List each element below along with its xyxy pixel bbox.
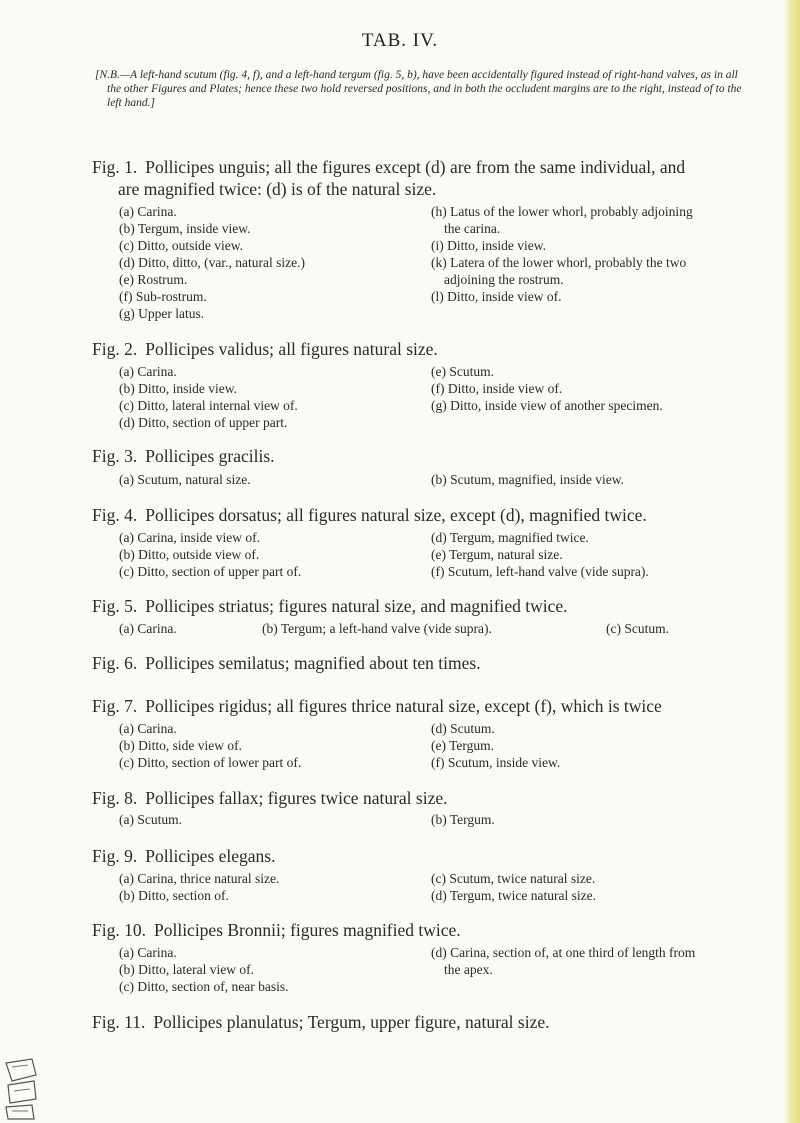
figure-item: (g) Upper latus. — [119, 306, 205, 321]
figure-item: (b) Ditto, section of. — [119, 888, 229, 903]
figure-item: (i) Ditto, inside view. — [431, 238, 546, 253]
figure-item: (g) Ditto, inside view of another specimen. — [431, 398, 663, 413]
figure-item: (b) Ditto, side view of. — [119, 738, 242, 753]
figure-caption-cont: are magnified twice: (d) is of the natural size. — [118, 179, 437, 199]
figure-caption: Pollicipes semilatus; magnified about ten times. — [145, 653, 481, 673]
figure-label: Fig. 4. — [92, 505, 138, 525]
figure-caption: Pollicipes dorsatus; all figures natural size, except (d), magnified twice. — [145, 505, 647, 525]
figure-item: (b) Tergum, inside view. — [119, 221, 251, 236]
figure-item: (b) Ditto, lateral view of. — [119, 962, 254, 977]
figure-9-caption — [92, 846, 276, 867]
figure-label: Fig. 2. — [92, 339, 138, 359]
figure-label: Fig. 8. — [92, 788, 138, 808]
figure-6-caption — [92, 653, 481, 674]
figure-item: (c) Ditto, outside view. — [119, 238, 243, 253]
figure-item: (d) Ditto, ditto, (var., natural size.) — [119, 255, 305, 270]
figure-label: Fig. 1. — [92, 157, 138, 177]
figure-5-caption — [92, 596, 568, 617]
figure-item: (l) Ditto, inside view of. — [431, 289, 562, 304]
figure-item: (c) Ditto, section of, near basis. — [119, 979, 289, 994]
figure-item: (a) Carina. — [119, 364, 177, 379]
figure-caption: Pollicipes gracilis. — [145, 446, 275, 466]
figure-item: (a) Scutum, natural size. — [119, 472, 251, 487]
figure-item: adjoining the rostrum. — [444, 272, 564, 287]
figure-item: (d) Carina, section of, at one third of length from — [431, 945, 696, 960]
figure-label: Fig. 10. — [92, 920, 146, 940]
figure-caption: Pollicipes Bronnii; figures magnified twice. — [153, 920, 461, 940]
figure-item: (e) Scutum. — [431, 364, 494, 379]
figure-label: Fig. 7. — [92, 696, 138, 716]
figure-item: (d) Scutum. — [431, 721, 495, 736]
figure-item: the apex. — [444, 962, 493, 977]
figure-item: (e) Rostrum. — [119, 272, 188, 287]
figure-item: (f) Sub-rostrum. — [119, 289, 207, 304]
figure-item: (b) Tergum. — [431, 812, 495, 827]
figure-3-caption — [92, 446, 275, 467]
figure-11-caption — [92, 1012, 550, 1033]
figure-item: the carina. — [444, 221, 501, 236]
page-edge-yellowing — [784, 0, 800, 1123]
figure-label: Fig. 3. — [92, 446, 138, 466]
figure-label: Fig. 5. — [92, 596, 138, 616]
figure-item: (f) Scutum, left-hand valve (vide supra). — [431, 564, 649, 579]
figure-caption: Pollicipes rigidus; all figures thrice natural size, except (f), which is twice — [145, 696, 662, 716]
editorial-note: [N.B.—A left-hand scutum (fig. 4, f), and a left-hand tergum (fig. 5, b), have been accidentally figured instead of right-hand valves, as in all the other Figures and Plates; hence these two hold reversed positions, and in both the occludent margins are to the right, instead of to the left hand.] — [95, 69, 742, 109]
figure-7-caption — [92, 696, 662, 717]
figure-item: (b) Ditto, inside view. — [119, 381, 237, 396]
figure-item: (a) Carina. — [119, 721, 177, 736]
figure-item: (f) Scutum, inside view. — [431, 755, 561, 770]
figure-item: (e) Tergum, natural size. — [431, 547, 563, 562]
figure-caption: Pollicipes fallax; figures twice natural size. — [145, 788, 448, 808]
figure-4-caption — [92, 505, 647, 526]
figure-item: (a) Carina. — [119, 945, 177, 960]
figure-item: (a) Carina, thrice natural size. — [119, 871, 280, 886]
figure-label: Fig. 9. — [92, 846, 138, 866]
figure-item: (a) Carina. — [119, 621, 177, 636]
figure-caption: Pollicipes striatus; figures natural size, and magnified twice. — [145, 596, 568, 616]
corner-stamp-icon — [2, 1055, 40, 1121]
figure-item: (a) Carina, inside view of. — [119, 530, 260, 545]
figure-caption: Pollicipes validus; all figures natural size. — [145, 339, 438, 359]
figure-label: Fig. 6. — [92, 653, 138, 673]
figure-item: (c) Ditto, section of upper part of. — [119, 564, 302, 579]
figure-item: (d) Tergum, magnified twice. — [431, 530, 589, 545]
figure-item: (a) Carina. — [119, 204, 177, 219]
figure-item: (d) Tergum, twice natural size. — [431, 888, 596, 903]
figure-caption: Pollicipes planulatus; Tergum, upper figure, natural size. — [153, 1012, 550, 1032]
figure-2-caption — [92, 339, 438, 360]
figure-1-caption — [92, 157, 685, 178]
figure-label: Fig. 11. — [92, 1012, 146, 1032]
figure-item: (a) Scutum. — [119, 812, 182, 827]
figure-item: (b) Tergum; a left-hand valve (vide supra). — [262, 621, 492, 636]
figure-item: (c) Scutum, twice natural size. — [431, 871, 596, 886]
figure-item: (c) Ditto, lateral internal view of. — [119, 398, 298, 413]
figure-8-caption — [92, 788, 448, 809]
figure-item: (b) Ditto, outside view of. — [119, 547, 260, 562]
figure-item: (c) Ditto, section of lower part of. — [119, 755, 302, 770]
figure-10-caption — [92, 920, 461, 941]
figure-item: (b) Scutum, magnified, inside view. — [431, 472, 624, 487]
figure-item: (e) Tergum. — [431, 738, 495, 753]
page-title: TAB. IV. — [361, 30, 439, 51]
figure-item: (f) Ditto, inside view of. — [431, 381, 563, 396]
figure-caption: Pollicipes unguis; all the figures except (d) are from the same individual, and — [145, 157, 686, 177]
figure-item: (h) Latus of the lower whorl, probably adjoining — [431, 204, 693, 219]
figure-caption: Pollicipes elegans. — [145, 846, 276, 866]
figure-item: (c) Scutum. — [606, 621, 669, 636]
figure-item: (d) Ditto, section of upper part. — [119, 415, 288, 430]
figure-item: (k) Latera of the lower whorl, probably the two — [431, 255, 687, 270]
